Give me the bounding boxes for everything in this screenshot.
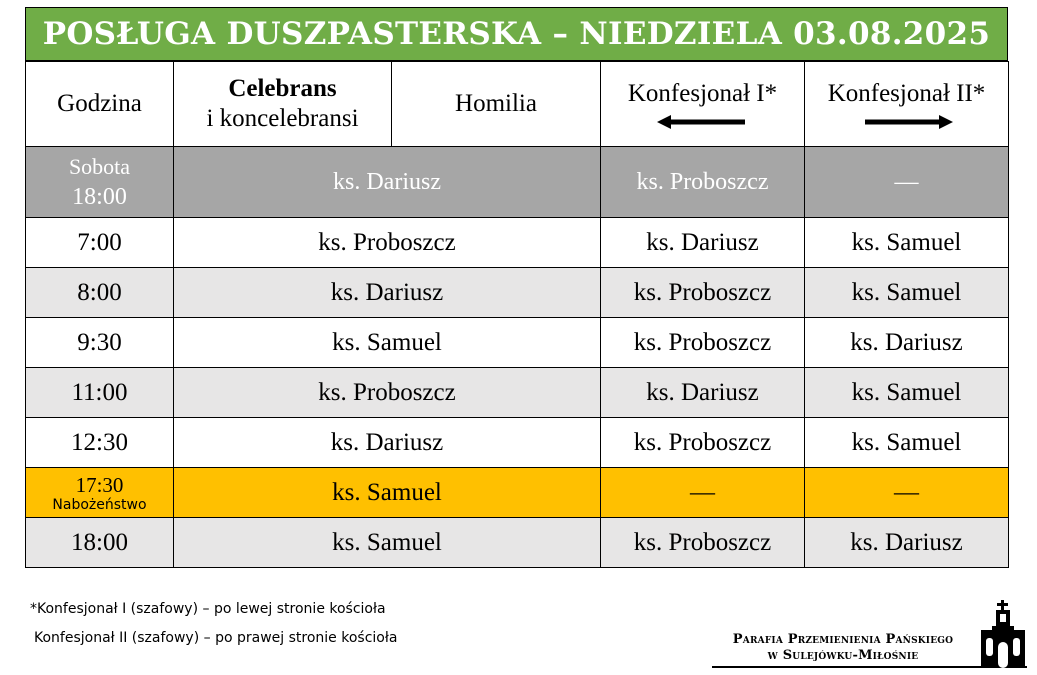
table-row [26, 218, 1009, 268]
konf1-cell: ks. Dariusz [601, 368, 805, 418]
celebrant-cell: ks. Dariusz [174, 147, 601, 218]
celebrant-cell: ks. Samuel [174, 318, 601, 368]
time-cell: 12:30 [26, 418, 174, 468]
church-icon [978, 600, 1028, 668]
table-row-highlight [26, 468, 1009, 518]
celebrant-cell: ks. Proboszcz [174, 218, 601, 268]
konf2-cell: ks. Samuel [805, 418, 1009, 468]
konf2-cell: ks. Dariusz [805, 318, 1009, 368]
arrow-left-icon [657, 115, 749, 129]
page-title: POSŁUGA DUSZPASTERSKA – NIEDZIELA 03.08.2025 [25, 7, 1008, 61]
time-cell: 8:00 [26, 268, 174, 318]
table-row [26, 518, 1009, 568]
time-cell: 11:00 [26, 368, 174, 418]
header-celebrans [174, 62, 392, 147]
konf1-cell: ks. Proboszcz [601, 418, 805, 468]
header-konfesjonal-2 [805, 62, 1009, 147]
table-row [26, 368, 1009, 418]
konf1-cell: ks. Dariusz [601, 218, 805, 268]
header-homilia: Homilia [392, 62, 601, 147]
celebrant-cell: ks. Proboszcz [174, 368, 601, 418]
konf1-cell: — [601, 468, 805, 518]
table-row [26, 318, 1009, 368]
header-koncelebransi-label: i koncelebransi [206, 105, 359, 132]
header-konfesjonal-1 [601, 62, 805, 147]
footnote-konfesjonal-2: Konfesjonał II (szafowy) – po prawej stronie kościoła [34, 630, 398, 646]
konf2-cell: — [805, 147, 1009, 218]
parish-name [712, 632, 974, 664]
time-cell: 18:00 [26, 518, 174, 568]
time-day: Sobota [68, 154, 131, 179]
time-hour: 18:00 [72, 184, 127, 210]
time-cell [26, 468, 174, 518]
header-godzina: Godzina [26, 62, 174, 147]
table-row [26, 418, 1009, 468]
konf1-cell: ks. Proboszcz [601, 268, 805, 318]
time-cell: 9:30 [26, 318, 174, 368]
celebrant-cell: ks. Dariusz [174, 268, 601, 318]
header-konf1-label: Konfesjonał I* [627, 80, 778, 107]
table-row [26, 268, 1009, 318]
celebrant-cell: ks. Dariusz [174, 418, 601, 468]
konf2-cell: ks. Samuel [805, 368, 1009, 418]
schedule-table [25, 61, 1009, 568]
footnote-konfesjonal-1: *Konfesjonał I (szafowy) – po lewej stronie kościoła [30, 601, 386, 617]
table-row-saturday [26, 147, 1009, 218]
time-cell [26, 147, 174, 218]
parish-line-2: w Sulejówku-Miłośnie [767, 648, 919, 663]
parish-line-1: Parafia Przemienienia Pańskiego [732, 632, 954, 647]
konf2-cell: — [805, 468, 1009, 518]
konf2-cell: ks. Samuel [805, 218, 1009, 268]
time-note: Nabożeństwo [52, 496, 147, 513]
konf1-cell: ks. Proboszcz [601, 147, 805, 218]
header-konf2-label: Konfesjonał II* [827, 80, 986, 107]
celebrant-cell: ks. Samuel [174, 518, 601, 568]
header-row [26, 62, 1009, 147]
konf1-cell: ks. Proboszcz [601, 318, 805, 368]
konf2-cell: ks. Samuel [805, 268, 1009, 318]
time-cell: 7:00 [26, 218, 174, 268]
celebrant-cell: ks. Samuel [174, 468, 601, 518]
time-hour: 17:30 [75, 472, 124, 497]
arrow-right-icon [861, 115, 953, 129]
konf2-cell: ks. Dariusz [805, 518, 1009, 568]
header-celebrans-label: Celebrans [228, 75, 337, 102]
konf1-cell: ks. Proboszcz [601, 518, 805, 568]
